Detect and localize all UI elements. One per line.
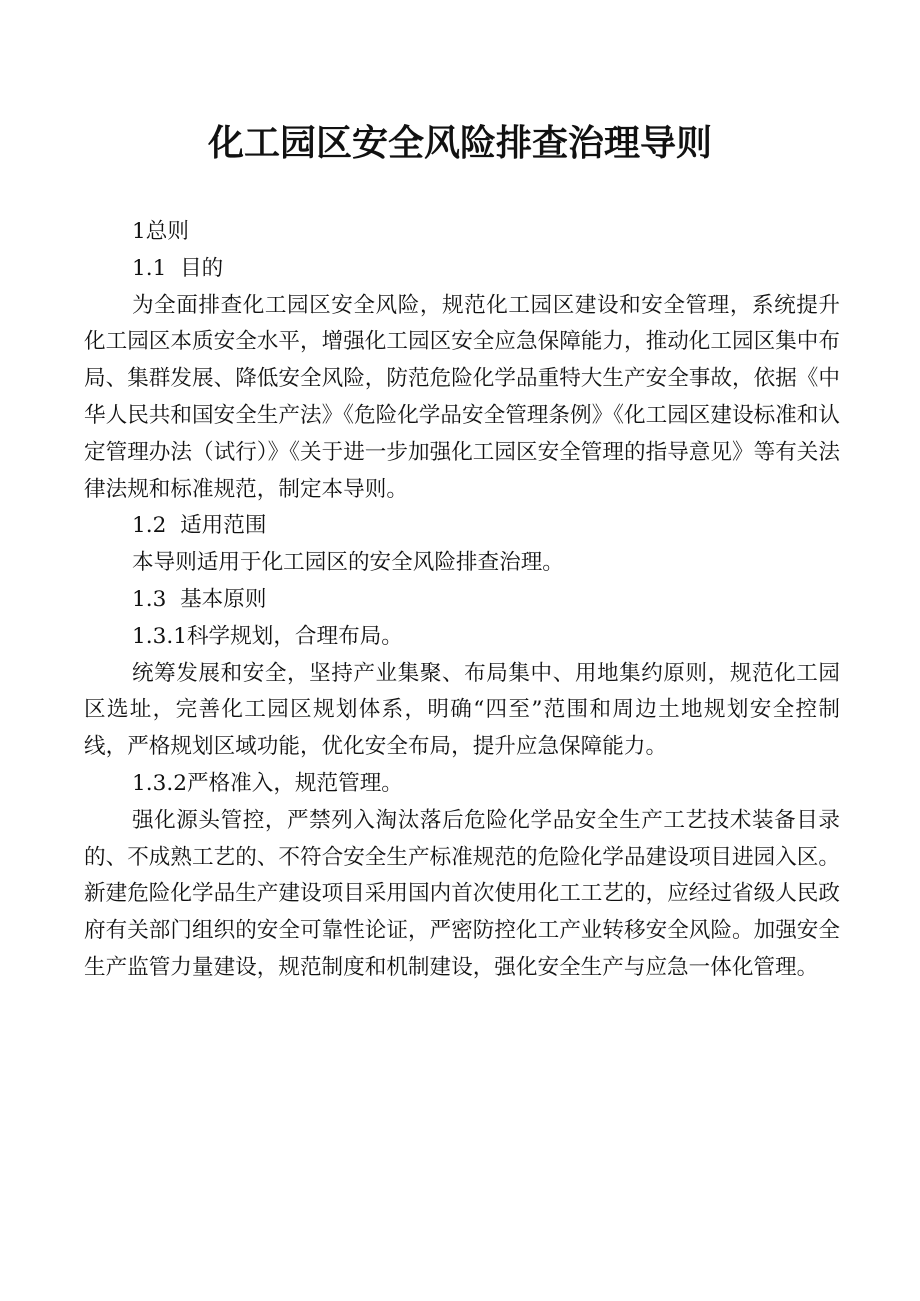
section-heading-purpose: 1.1 目的 xyxy=(132,255,224,281)
paragraph-access: 强化源头管控，严禁列入淘汰落后危险化学品安全生产工艺技术装备目录的、不成熟工艺的、不符合安全生产标准规范的危险化学品建设项目进园入区。新建危险化学品生产建设项目采用国内首次使用化工工艺的，应经过省级人民政府有关部门组织的安全可靠性论证，严密防控化工产业转移安全风险。加强安全生产监管力量建设，规范制度和机制建设，强化安全生产与应急一体化管理。 xyxy=(84,807,840,980)
section-heading-scope: 1.2 适用范围 xyxy=(132,513,267,539)
subsection-heading-planning: 1.3.1科学规划，合理布局。 xyxy=(132,623,403,649)
paragraph-purpose: 为全面排查化工园区安全风险，规范化工园区建设和安全管理，系统提升化工园区本质安全水平，增强化工园区安全应急保障能力，推动化工园区集中布局、集群发展、降低安全风险，防范危险化学品重特大生产安全事故，依据《中华人民共和国安全生产法》《危险化学品安全管理条例》《化工园区建设标准和认定管理办法（试行）》《关于进一步加强化工园区安全管理的指导意见》等有关法律法规和标准规范，制定本导则。 xyxy=(84,292,840,502)
paragraph-planning: 统筹发展和安全，坚持产业集聚、布局集中、用地集约原则，规范化工园区选址，完善化工园区规划体系，明确“四至”范围和周边土地规划安全控制线，严格规划区域功能，优化安全布局，提升应急保障能力。 xyxy=(84,660,840,760)
section-heading-general: 1总则 xyxy=(132,219,189,244)
section-heading-principles: 1.3 基本原则 xyxy=(132,586,267,612)
document-body xyxy=(84,214,840,987)
document-title: 化工园区安全风险排查治理导则 xyxy=(207,123,712,164)
subsection-heading-access: 1.3.2严格准入，规范管理。 xyxy=(132,770,403,796)
paragraph-scope: 本导则适用于化工园区的安全风险排查治理。 xyxy=(132,550,564,576)
